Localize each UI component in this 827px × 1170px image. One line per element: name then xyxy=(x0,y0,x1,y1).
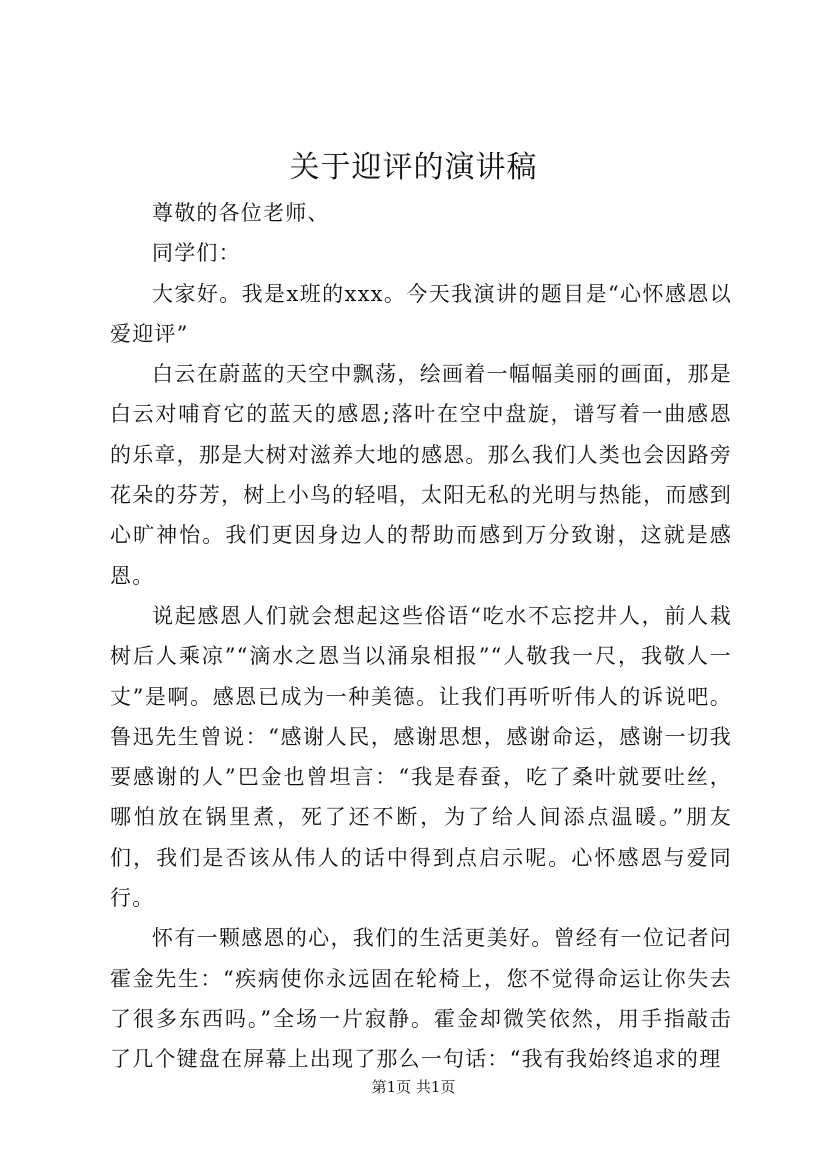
body-paragraph: 大家好。我是x班的xxx。今天我演讲的题目是“心怀感恩以爱迎评” xyxy=(110,281,732,346)
document-body xyxy=(110,193,732,1080)
body-paragraph: 怀有一颗感恩的心，我们的生活更美好。曾经有一位记者问霍金先生：“疾病使你永远固在轮椅上，您不觉得命运让你失去了很多东西吗。”全场一片寂静。霍金却微笑依然，用手指敲击了几个键盘在屏幕上出现了那么一句话：“我有我始终追求的理 xyxy=(110,926,732,1072)
body-paragraph: 说起感恩人们就会想起这些俗语“吃水不忘挖井人，前人栽树后人乘凉”“滴水之恩当以涌泉相报”“人敬我一尺，我敬人一丈”是啊。感恩已成为一种美德。让我们再听听伟人的诉说吧。鲁迅先生曾说：“感谢人民，感谢思想，感谢命运，感谢一切我要感谢的人”巴金也曾坦言：“我是春蚕，吃了桑叶就要吐丝，哪怕放在锅里煮，死了还不断，为了给人间添点温暖。”朋友们，我们是否该从伟人的话中得到点启示呢。心怀感恩与爱同行。 xyxy=(110,603,732,911)
body-paragraph: 白云在蔚蓝的天空中飘荡，绘画着一幅幅美丽的画面，那是白云对哺育它的蓝天的感恩;落叶在空中盘旋，谱写着一曲感恩的乐章，那是大树对滋养大地的感恩。那么我们人类也会因路旁花朵的芬芳，树上小鸟的轻唱，太阳无私的光明与热能，而感到心旷神怡。我们更因身边人的帮助而感到万分致谢，这就是感恩。 xyxy=(110,362,732,588)
page-number-footer: 第1页 共1页 xyxy=(371,1078,456,1096)
salutation-paragraph: 尊敬的各位老师、 xyxy=(152,201,330,225)
document-title: 关于迎评的演讲稿 xyxy=(289,150,538,185)
salutation-paragraph: 同学们： xyxy=(152,241,241,266)
